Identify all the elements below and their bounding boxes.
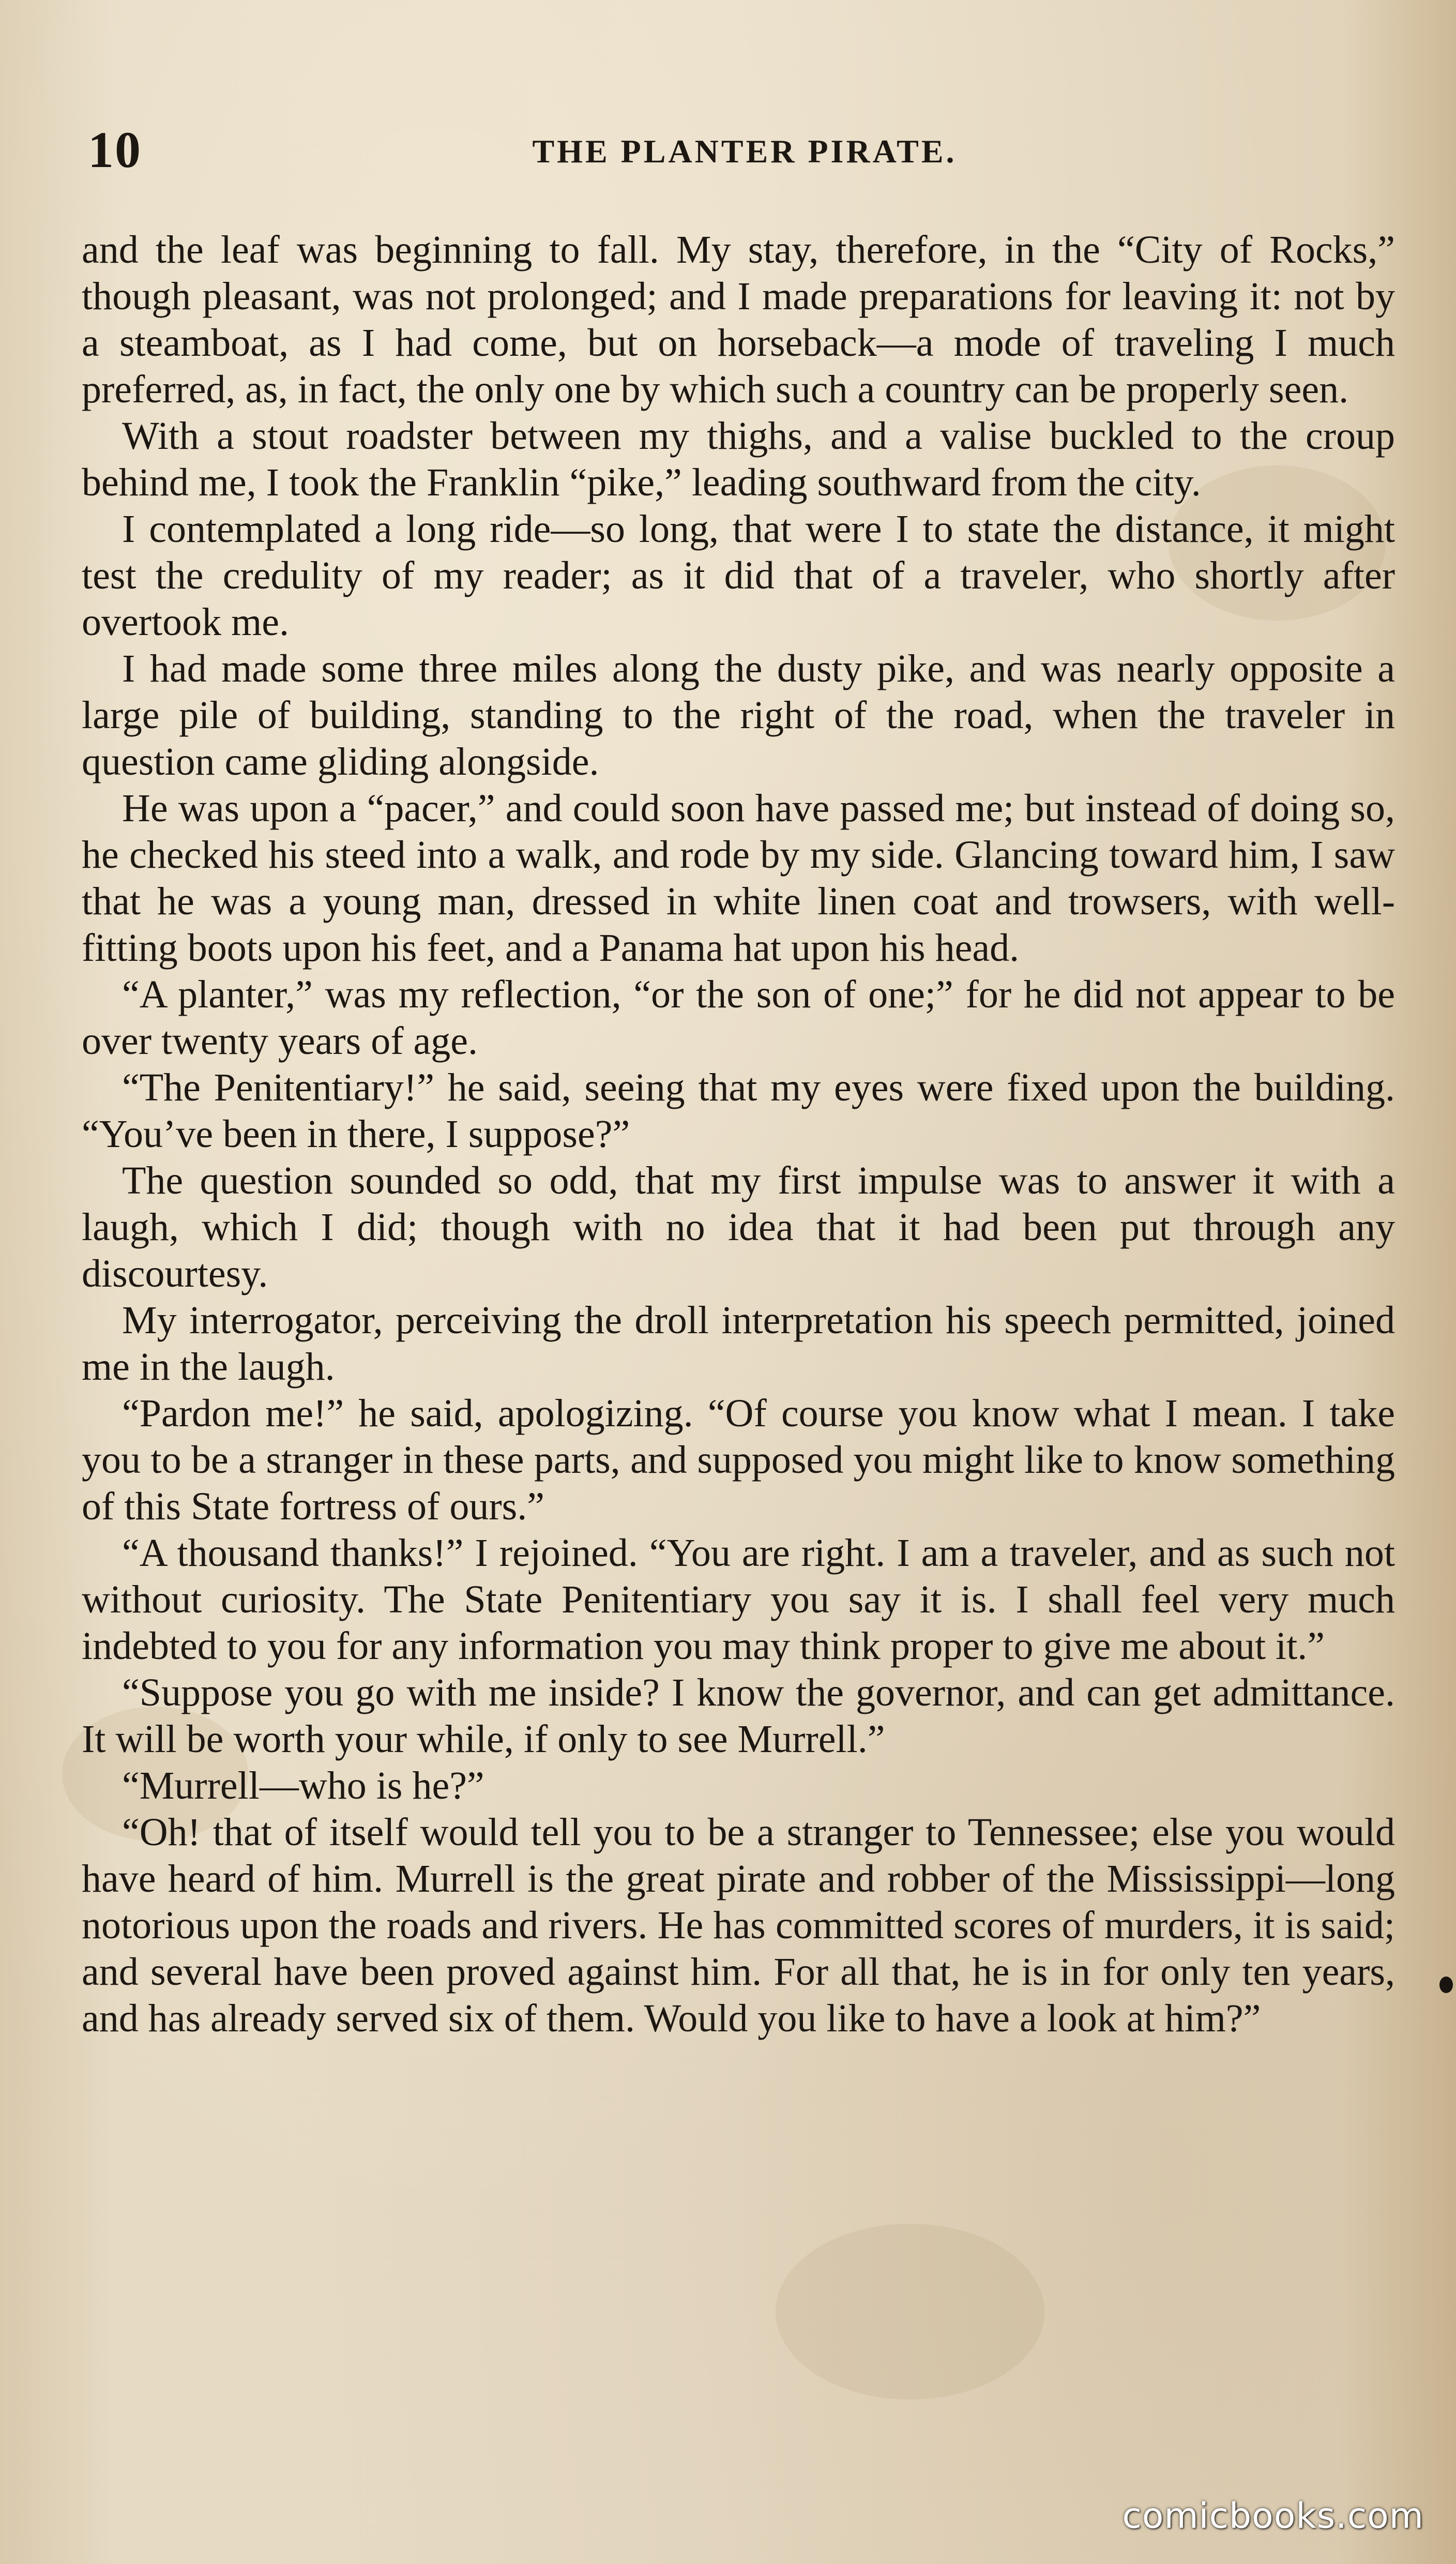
paper-stain xyxy=(776,2224,1044,2400)
paragraph: My interrogator, perceiving the droll interpretation his speech permitted, joined me in the laugh. xyxy=(82,1299,1395,1389)
paragraph: “The Penitentiary!” he said, seeing that my eyes were fixed upon the building. “You’ve been in there, I suppose?” xyxy=(82,1066,1395,1156)
paragraph: The question sounded so odd, that my first impulse was to answer it with a laugh, which I did; though with no idea that it had been put through any discourtesy. xyxy=(82,1159,1395,1295)
paragraph: “A planter,” was my reflection, “or the son of one;” for he did not appear to be over twenty years of age. xyxy=(82,973,1395,1063)
page-number: 10 xyxy=(88,121,142,178)
paragraph: “Pardon me!” he said, apologizing. “Of course you know what I mean. I take you to be a stranger in these parts, and supposed you might like to know something of this State fortress of ours.” xyxy=(82,1392,1395,1528)
running-title: THE PLANTER PIRATE. xyxy=(532,133,957,170)
page-header xyxy=(88,119,1401,181)
paragraph: I had made some three miles along the dusty pike, and was nearly opposite a large pile of building, standing to the right of the road, when the traveler in question came gliding alongside. xyxy=(82,647,1395,783)
paragraph: With a stout roadster between my thighs, and a valise buckled to the croup behind me, I took the Franklin “pike,” leading southward from the city. xyxy=(82,414,1395,504)
paragraph: “Oh! that of itself would tell you to be a stranger to Tennessee; else you would have heard of him. Murrell is the great pirate and robber of the Mississippi—long notorious upon the roads and rivers. He has committed scores of murders, it is said; and several have been proved against him. For all that, he is in for only ten years, and has already served six of them. Would you like to have a look at him?” xyxy=(82,1811,1395,2040)
paragraph: “Suppose you go with me inside? I know the governor, and can get admittance. It will be worth your while, if only to see Murrell.” xyxy=(82,1671,1395,1761)
paragraph: I contemplated a long ride—so long, that were I to state the distance, it might test the credulity of my reader; as it did that of a traveler, who shortly after overtook me. xyxy=(82,507,1395,644)
body-text xyxy=(82,227,1395,2042)
paragraph: and the leaf was beginning to fall. My stay, therefore, in the “City of Rocks,” though pleasant, was not prolonged; and I made preparations for leaving it: not by a steamboat, as I had come, but on horseback—a mode of traveling I much preferred, as, in fact, the only one by which such a country can be properly seen. xyxy=(82,228,1395,411)
paragraph: “A thousand thanks!” I rejoined. “You are right. I am a traveler, and as such not without curiosity. The State Penitentiary you say it is. I shall feel very much indebted to you for any information you may think proper to give me about it.” xyxy=(82,1531,1395,1668)
ink-blot xyxy=(1439,1977,1453,1993)
watermark: comicbooks.com xyxy=(1122,2496,1424,2537)
paragraph: He was upon a “pacer,” and could soon have passed me; but instead of doing so, he checked his steed into a walk, and rode by my side. Glancing toward him, I saw that he was a young man, dressed in white linen coat and trowsers, with well-fitting boots upon his feet, and a Panama hat upon his head. xyxy=(82,787,1395,970)
paragraph: “Murrell—who is he?” xyxy=(122,1764,484,1807)
